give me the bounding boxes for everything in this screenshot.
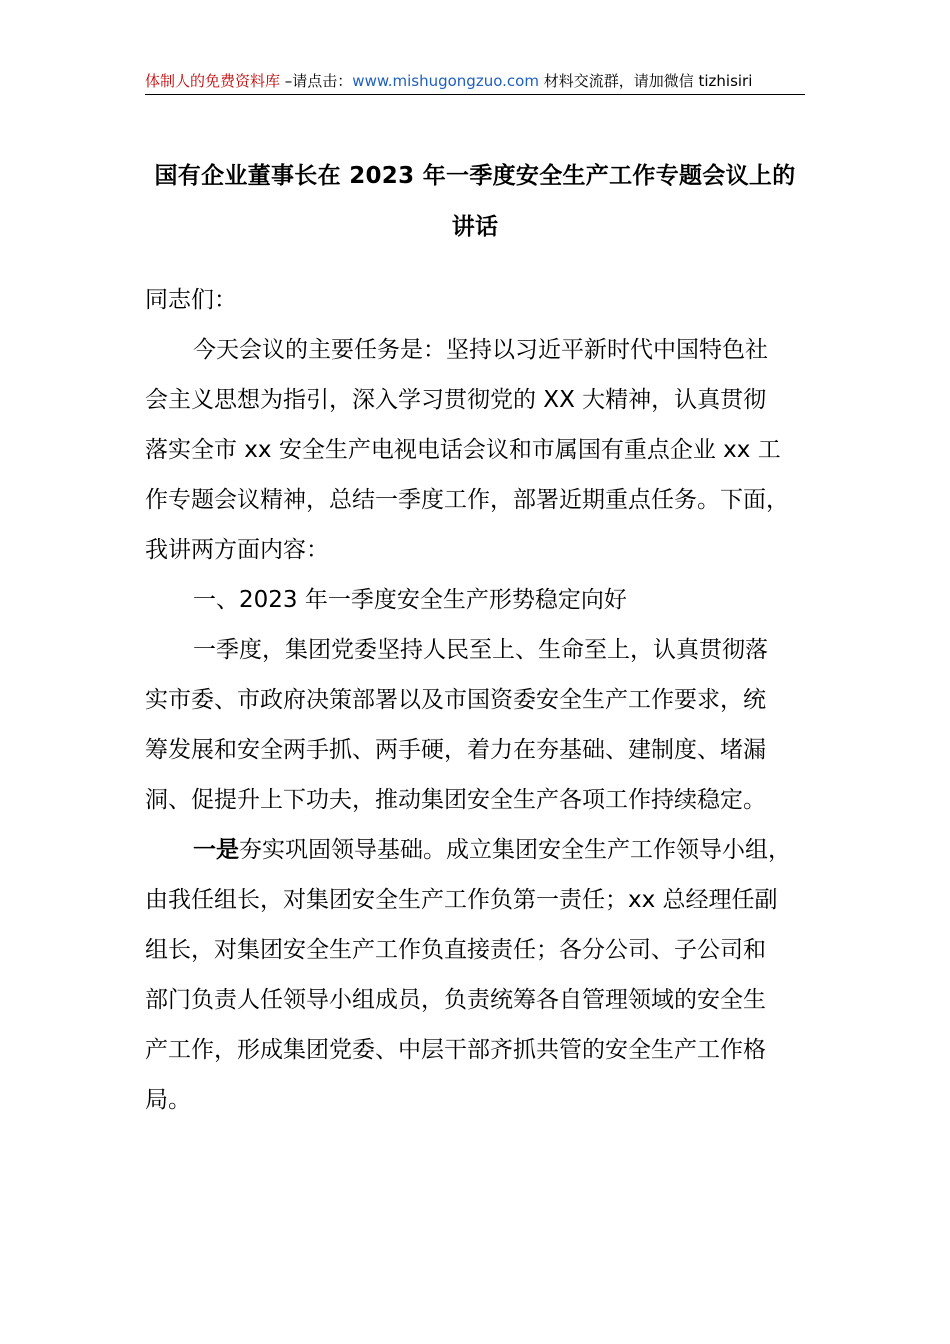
header-brand: 体制人的免费资料库 <box>145 72 281 90</box>
document-title-line-1: 国有企业董事长在 2023 年一季度安全生产工作专题会议上的 <box>154 163 796 189</box>
document-title-line-2: 讲话 <box>451 214 499 240</box>
paragraph-line: 产工作，形成集团党委、中层干部齐抓共管的安全生产工作格 <box>145 1037 766 1063</box>
header-tail: 材料交流群，请加微信 tizhisiri <box>538 72 753 90</box>
header-link[interactable]: www.mishugongzuo.com <box>352 72 539 90</box>
paragraph-line-first <box>193 835 791 865</box>
paragraph-line: 作专题会议精神，总结一季度工作，部署近期重点任务。下面， <box>145 487 789 513</box>
paragraph-line: 由我任组长，对集团安全生产工作负第一责任；xx 总经理任副 <box>145 887 778 913</box>
paragraph-line: 洞、促提升上下功夫，推动集团安全生产各项工作持续稳定。 <box>145 787 766 813</box>
paragraph-line: 部门负责人任领导小组成员，负责统筹各自管理领域的安全生 <box>145 987 766 1013</box>
point-lead: 一是 <box>193 837 239 863</box>
paragraph-line: 实市委、市政府决策部署以及市国资委安全生产工作要求，统 <box>145 687 766 713</box>
header-separator: –请点击： <box>280 72 353 90</box>
section-heading: 一、2023 年一季度安全生产形势稳定向好 <box>193 587 627 613</box>
point-text: 夯实巩固领导基础。成立集团安全生产工作领导小组， <box>239 837 791 863</box>
page-header <box>145 70 805 95</box>
paragraph-line: 筹发展和安全两手抓、两手硬，着力在夯基础、建制度、堵漏 <box>145 737 766 763</box>
paragraph-line: 我讲两方面内容： <box>145 537 329 563</box>
paragraph-line: 局。 <box>145 1087 191 1113</box>
paragraph-line: 一季度，集团党委坚持人民至上、生命至上，认真贯彻落 <box>193 637 768 663</box>
salutation: 同志们： <box>145 287 237 313</box>
paragraph-line: 组长，对集团安全生产工作负直接责任；各分公司、子公司和 <box>145 937 766 963</box>
paragraph-line: 今天会议的主要任务是：坚持以习近平新时代中国特色社 <box>193 337 768 363</box>
paragraph-line: 落实全市 xx 安全生产电视电话会议和市属国有重点企业 xx 工 <box>145 437 781 463</box>
paragraph-line: 会主义思想为指引，深入学习贯彻党的 XX 大精神，认真贯彻 <box>145 387 767 413</box>
